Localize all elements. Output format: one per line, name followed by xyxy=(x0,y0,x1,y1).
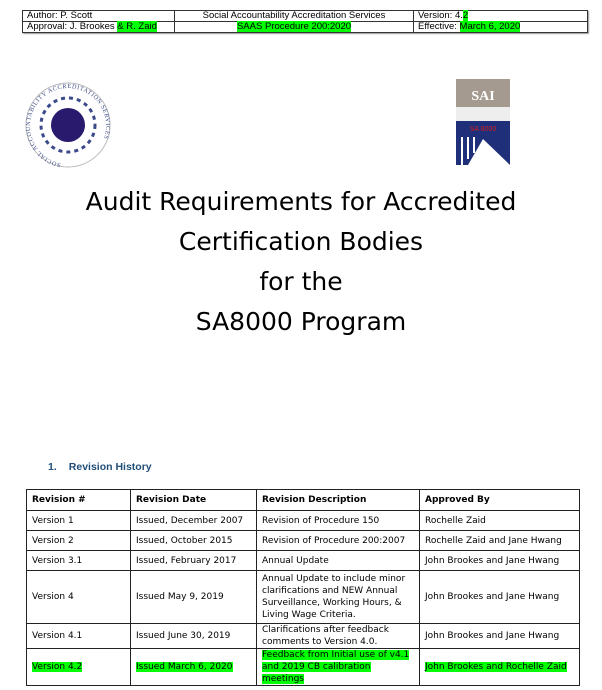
table-cell: Issued June 30, 2019 xyxy=(131,624,257,649)
table-cell: Version 2 xyxy=(27,531,131,551)
table-cell: Rochelle Zaid and Jane Hwang xyxy=(420,531,580,551)
table-cell xyxy=(131,649,257,686)
document-title xyxy=(0,182,602,342)
table-cell: Revision of Procedure 200:2007 xyxy=(257,531,420,551)
table-cell: Rochelle Zaid xyxy=(420,511,580,531)
section-number: 1. xyxy=(48,461,57,473)
table-cell: Issued, December 2007 xyxy=(131,511,257,531)
table-cell: Issued May 9, 2019 xyxy=(131,571,257,624)
sai-sa8000-logo xyxy=(456,79,512,169)
table-cell xyxy=(27,649,131,686)
table-cell xyxy=(420,649,580,686)
table-header-row xyxy=(27,490,580,511)
table-cell: John Brookes and Jane Hwang xyxy=(420,571,580,624)
highlighted-text: John Brookes and Rochelle Zaid xyxy=(425,662,567,672)
highlighted-text: Version 4.2 xyxy=(32,662,83,672)
table-row xyxy=(27,551,580,571)
table-row xyxy=(27,531,580,551)
section-heading xyxy=(48,461,164,473)
table-cell: Version 1 xyxy=(27,511,131,531)
svg-text:SAI: SAI xyxy=(471,89,495,104)
title-line: SA8000 Program xyxy=(195,307,407,336)
table-cell: John Brookes and Jane Hwang xyxy=(420,624,580,649)
highlighted-text: Feedback from Initial use of v4.1 and 2019 CB calibration meetings xyxy=(262,650,410,684)
svg-text:SA 8000: SA 8000 xyxy=(469,126,497,133)
table-cell: John Brookes and Jane Hwang xyxy=(420,551,580,571)
highlighted-text: Issued March 6, 2020 xyxy=(136,662,233,672)
saas-logo xyxy=(24,80,112,170)
column-header: Revision # xyxy=(27,490,131,511)
table-cell xyxy=(257,649,420,686)
table-row xyxy=(27,511,580,531)
table-row xyxy=(27,571,580,624)
column-header: Revision Description xyxy=(257,490,420,511)
table-cell: Issued, October 2015 xyxy=(131,531,257,551)
table-row xyxy=(27,624,580,649)
title-line: Certification Bodies xyxy=(178,227,424,256)
table-cell: Version 4 xyxy=(27,571,131,624)
table-cell: Annual Update to include minor clarifications and NEW Annual Surveillance, Working Hours, & Living Wage Criteria. xyxy=(257,571,420,624)
title-line: Audit Requirements for Accredited xyxy=(85,187,517,216)
column-header: Revision Date xyxy=(131,490,257,511)
column-header: Approved By xyxy=(420,490,580,511)
table-cell: Revision of Procedure 150 xyxy=(257,511,420,531)
author: Author: P. Scott xyxy=(23,11,175,22)
table-cell: Clarifications after feedback comments to Version 4.0. xyxy=(257,624,420,649)
table-cell: Annual Update xyxy=(257,551,420,571)
title-line: for the xyxy=(259,267,343,296)
procedure: SAAS Procedure 200:2020 xyxy=(175,22,414,33)
section-title: Revision History xyxy=(68,461,152,473)
table-row xyxy=(27,649,580,686)
svg-text:SOCIAL ACCOUNTABILITY ACCREDIT: SOCIAL ACCOUNTABILITY ACCREDITATION SERVICES xyxy=(24,82,112,169)
table-cell: Issued, February 2017 xyxy=(131,551,257,571)
organization: Social Accountability Accreditation Services xyxy=(175,11,414,22)
effective-date: Effective: March 6, 2020 xyxy=(414,22,588,33)
document-header-table xyxy=(22,10,588,33)
approval: Approval: J. Brookes & R. Zaid xyxy=(23,22,175,33)
revision-history-table xyxy=(26,489,580,686)
table-cell: Version 4.1 xyxy=(27,624,131,649)
version: Version: 4.2 xyxy=(414,11,588,22)
table-cell: Version 3.1 xyxy=(27,551,131,571)
